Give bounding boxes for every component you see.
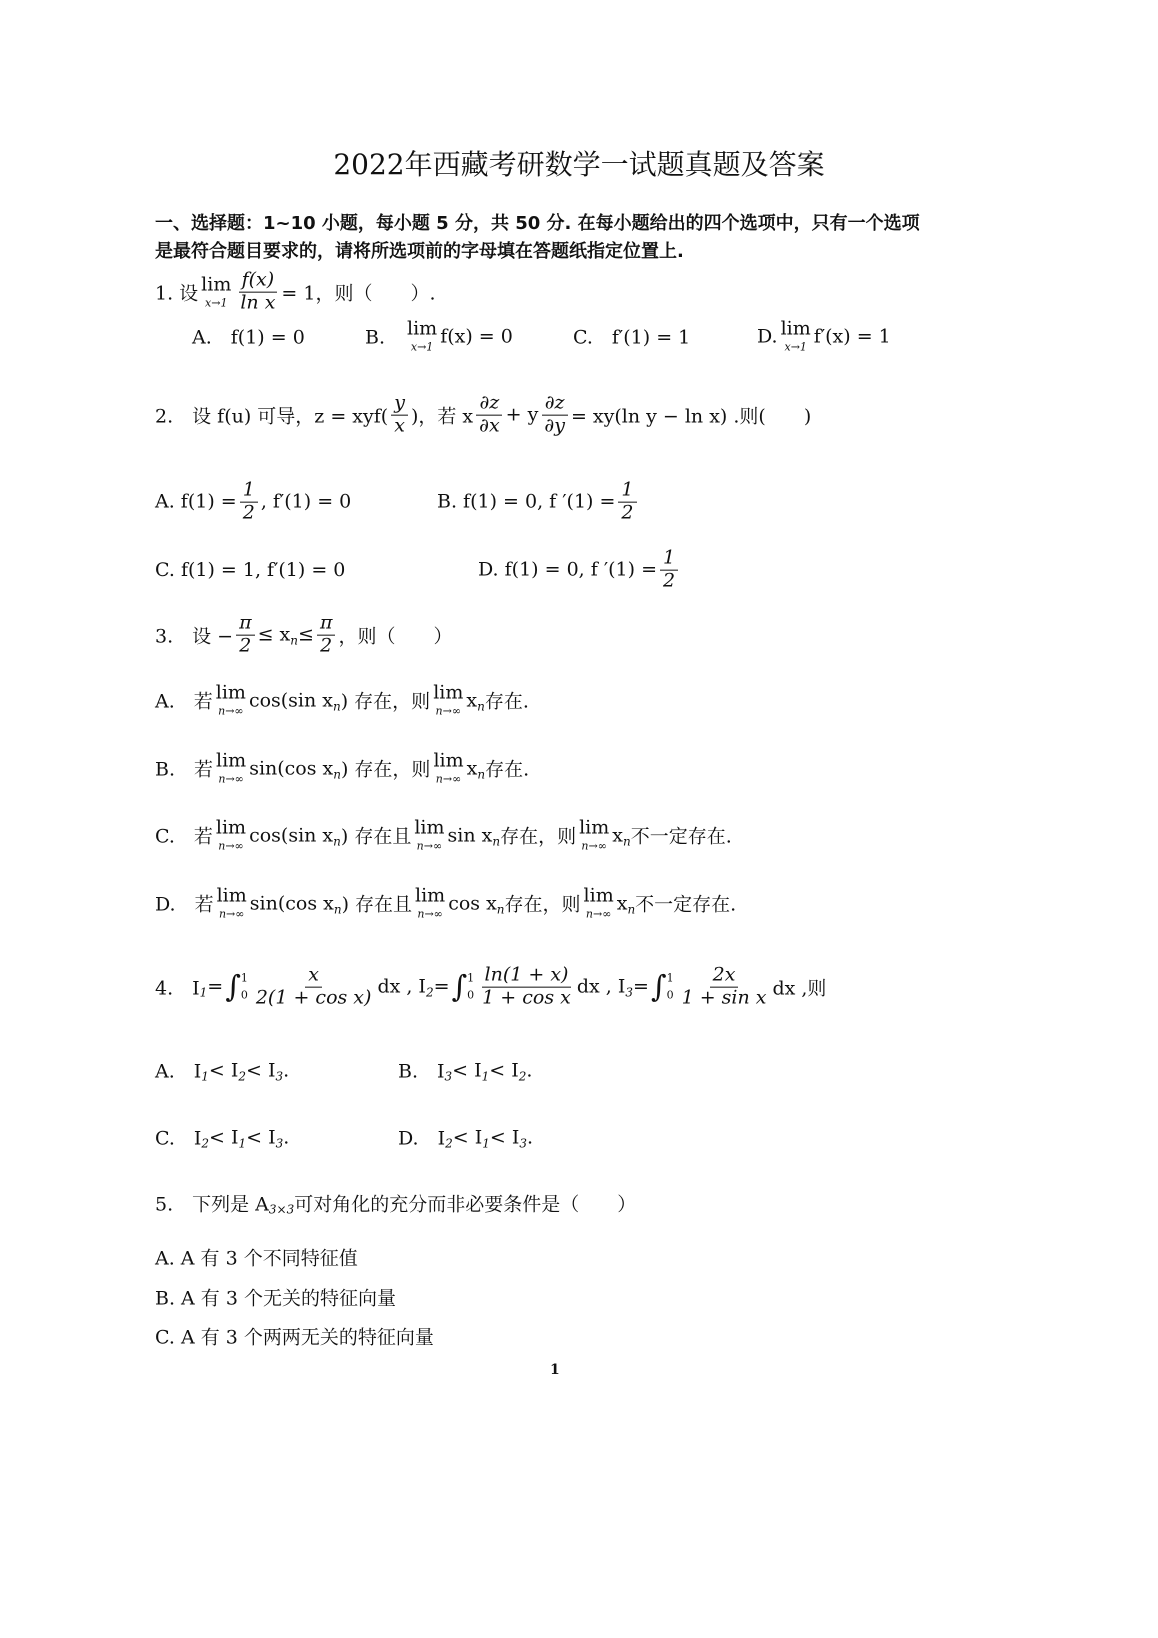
- fraction-denominator: 2: [320, 634, 333, 657]
- text-run: A. f(1) = 0: [192, 326, 305, 349]
- limit-label: lim: [415, 884, 446, 907]
- fraction: [237, 270, 278, 315]
- question-4-option-b: [398, 1057, 532, 1084]
- subscript: 3: [519, 1136, 527, 1150]
- limit-label: lim: [215, 816, 247, 839]
- fraction-denominator: 2: [242, 501, 255, 524]
- text-run: < I: [208, 1059, 239, 1081]
- integral-sign: [651, 969, 674, 1004]
- fraction: [476, 393, 503, 438]
- text-run: =: [433, 976, 450, 998]
- text-run: cos(sin x: [248, 689, 333, 711]
- question-3-option-c: [155, 816, 732, 853]
- limit-subscript: x→1: [205, 296, 228, 310]
- fraction: [660, 548, 678, 593]
- text-run: sin(cos x: [249, 757, 334, 779]
- text-run: C. f′(1) = 1: [573, 326, 691, 349]
- limit-operator: [216, 884, 247, 921]
- text-run: A. 若: [155, 690, 213, 713]
- limit-label: lim: [414, 816, 445, 839]
- integral-sign: [225, 969, 248, 1004]
- limit-subscript: n→∞: [581, 839, 607, 853]
- subscript: n: [333, 902, 342, 916]
- integral-lower-limit: 0: [240, 989, 248, 1002]
- fraction-denominator: ∂x: [479, 414, 500, 437]
- text-run: < I: [209, 1126, 239, 1148]
- subscript: 1: [199, 986, 208, 1000]
- limit-label: lim: [216, 884, 247, 907]
- subscript: 3: [625, 986, 633, 1000]
- question-2-option-d: [478, 548, 681, 593]
- text-run: < I: [246, 1059, 276, 1081]
- integral-symbol: ∫: [225, 969, 241, 1005]
- question-1-option-c: [573, 323, 690, 350]
- integral-limits: [241, 969, 248, 1004]
- subscript: n: [290, 634, 299, 648]
- text-run: < I: [489, 1126, 520, 1148]
- text-run: )，若 x: [410, 405, 474, 428]
- text-run: dx , I: [377, 976, 426, 998]
- question-1-option-b: [365, 317, 513, 354]
- text-run: .: [526, 1126, 534, 1148]
- fraction-numerator: π: [236, 613, 255, 636]
- fraction-denominator: ln x: [240, 291, 276, 314]
- text-run: < I: [246, 1126, 276, 1148]
- document-title: 2022年西藏考研数学一试题真题及答案: [333, 148, 825, 181]
- text-run: D. f(1) = 0, f ′(1) =: [478, 559, 658, 581]
- text-run: cos x: [448, 892, 497, 914]
- text-run: < I: [452, 1126, 483, 1148]
- fraction-numerator: 1: [618, 480, 636, 503]
- text-run: 1. 设: [155, 282, 199, 305]
- text-run: C. f(1) = 1, f′(1) = 0: [155, 559, 346, 581]
- limit-subscript: n→∞: [416, 839, 443, 853]
- text-run: < I: [489, 1059, 519, 1081]
- text-run: B.: [365, 326, 405, 349]
- question-3-stem: [155, 613, 452, 658]
- text-run: 存在.: [485, 758, 530, 781]
- fraction-denominator: 2: [663, 569, 676, 592]
- limit-operator: [215, 681, 246, 718]
- question-4-option-c: [155, 1124, 289, 1151]
- subscript: 2: [238, 1069, 247, 1083]
- fraction: [236, 613, 255, 658]
- text-run: C. A 有 3 个两两无关的特征向量: [155, 1326, 434, 1349]
- limit-subscript: n→∞: [218, 704, 244, 718]
- fraction-numerator: y: [391, 393, 408, 416]
- subscript: 3: [275, 1136, 284, 1150]
- limit-subscript: x→1: [784, 340, 807, 354]
- subscript: n: [477, 767, 486, 781]
- question-1-option-d: [757, 317, 891, 354]
- text-run: ，则（ ）: [338, 625, 453, 648]
- fraction-numerator: f(x): [239, 270, 278, 293]
- fraction-denominator: 1 + cos x: [482, 986, 571, 1009]
- limit-subscript: n→∞: [417, 907, 443, 921]
- fraction: [391, 393, 408, 438]
- limit-operator: [407, 317, 438, 354]
- subscript: 1: [482, 1136, 490, 1150]
- subscript: 1: [238, 1136, 247, 1150]
- question-4-option-d: [398, 1124, 533, 1151]
- fraction-denominator: 2: [239, 634, 252, 657]
- text-run: B. I: [398, 1060, 445, 1083]
- text-run: 3. 设 −: [155, 625, 234, 648]
- text-run: , f′(1) = 0: [260, 491, 352, 513]
- fraction: [618, 480, 636, 525]
- text-run: A. I: [155, 1060, 202, 1083]
- text-run: 存在，则: [504, 893, 581, 916]
- question-4-option-a: [155, 1057, 289, 1084]
- text-run: B. f(1) = 0, f ′(1) =: [437, 491, 616, 513]
- question-3-option-b: [155, 749, 530, 786]
- text-run: A. f(1) =: [155, 491, 237, 513]
- subscript: n: [333, 834, 341, 848]
- text-run: =: [633, 976, 649, 998]
- text-run: < I: [452, 1059, 482, 1081]
- question-2-option-c: [155, 559, 345, 581]
- text-run: dx , I: [576, 976, 626, 998]
- limit-operator: [216, 749, 247, 786]
- question-3-option-a: [155, 681, 529, 718]
- text-run: ) 存在且: [340, 825, 412, 848]
- text-run: ) 存在且: [341, 893, 413, 916]
- fraction-numerator: ∂z: [476, 393, 502, 416]
- text-run: .: [283, 1126, 290, 1148]
- text-run: 2. 设 f(u) 可导，z = xyf(: [155, 405, 389, 428]
- limit-label: lim: [407, 317, 438, 340]
- subscript: 1: [201, 1069, 209, 1083]
- limit-operator: [414, 816, 445, 853]
- subscript: n: [492, 834, 501, 848]
- fraction: [541, 393, 568, 438]
- integral-sign: [452, 969, 475, 1004]
- fraction-numerator: π: [317, 613, 336, 636]
- fraction-numerator: ∂z: [542, 393, 568, 416]
- text-run: A. A 有 3 个不同特征值: [155, 1247, 358, 1270]
- integral-upper-limit: 1: [467, 971, 475, 985]
- text-run: f′(x) = 1: [813, 325, 891, 347]
- question-1-stem: [155, 270, 436, 315]
- text-run: sin x: [447, 824, 493, 846]
- limit-operator: [215, 816, 247, 853]
- limit-label: lim: [216, 749, 247, 772]
- text-run: + y: [505, 404, 539, 426]
- integral-lower-limit: 0: [467, 989, 475, 1002]
- text-run: cos(sin x: [249, 824, 334, 846]
- text-run: ) 存在，则: [340, 690, 431, 713]
- fraction: [679, 965, 770, 1010]
- text-run: 不一定存在.: [630, 825, 732, 848]
- text-run: 存在.: [484, 690, 529, 713]
- limit-operator: [433, 749, 464, 786]
- question-2-option-a: [155, 480, 351, 525]
- fraction-denominator: ∂y: [544, 414, 565, 437]
- subscript: 2: [518, 1069, 527, 1083]
- subscript: n: [627, 902, 636, 916]
- question-4-stem: [155, 965, 826, 1010]
- limit-subscript: n→∞: [218, 772, 244, 786]
- limit-operator: [583, 884, 614, 921]
- text-run: x: [466, 757, 478, 779]
- limit-subscript: n→∞: [585, 907, 612, 921]
- subscript: 3: [275, 1069, 284, 1083]
- subscript: 3×3: [268, 1202, 295, 1216]
- integral-upper-limit: 1: [240, 971, 248, 985]
- subscript: n: [496, 902, 505, 916]
- limit-label: lim: [201, 273, 232, 296]
- subscript: 2: [445, 1136, 453, 1150]
- text-run: C. I: [155, 1127, 202, 1150]
- question-5-option-a: [155, 1244, 358, 1271]
- text-run: 可对角化的充分而非必要条件是（ ）: [294, 1193, 637, 1216]
- integral-limits: [467, 969, 474, 1004]
- subscript: n: [333, 699, 341, 713]
- text-run: .: [283, 1059, 290, 1081]
- text-run: sin(cos x: [249, 892, 334, 914]
- limit-operator: [201, 273, 232, 310]
- text-run: f(x) = 0: [440, 325, 513, 347]
- fraction: [240, 480, 258, 525]
- text-run: B. A 有 3 个无关的特征向量: [155, 1287, 396, 1310]
- text-run: ≤: [298, 624, 314, 646]
- text-run: D.: [757, 325, 778, 347]
- integral-symbol: ∫: [650, 969, 667, 1005]
- text-run: ) 存在，则: [340, 758, 431, 781]
- limit-subscript: n→∞: [218, 839, 244, 853]
- subscript: n: [333, 767, 341, 781]
- fraction: [317, 613, 336, 658]
- question-5-stem: [155, 1190, 636, 1217]
- fraction-numerator: 1: [240, 480, 258, 503]
- text-run: = xy(ln y − ln x) .则( ): [570, 405, 812, 428]
- integral-lower-limit: 0: [666, 989, 674, 1002]
- question-2-option-b: [437, 480, 640, 525]
- question-5-option-c: [155, 1323, 434, 1350]
- fraction-denominator: x: [394, 414, 405, 437]
- fraction-denominator: 1 + sin x: [681, 986, 767, 1009]
- text-run: 不一定存在.: [635, 893, 737, 916]
- fraction: [253, 965, 375, 1010]
- fraction-numerator: ln(1 + x): [482, 965, 572, 988]
- fraction-denominator: 2: [621, 501, 634, 524]
- subscript: 2: [425, 986, 434, 1000]
- limit-label: lim: [433, 749, 464, 772]
- text-run: .: [526, 1059, 533, 1081]
- section-instructions-line-2: 是最符合题目要求的，请将所选项前的字母填在答题纸指定位置上.: [155, 241, 684, 262]
- limit-label: lim: [579, 816, 610, 839]
- text-run: C. 若: [155, 825, 213, 848]
- text-run: x: [612, 824, 623, 846]
- limit-label: lim: [780, 317, 811, 340]
- text-run: 存在，则: [500, 825, 577, 848]
- question-2-stem: [155, 393, 811, 438]
- limit-operator: [415, 884, 446, 921]
- integral-limits: [667, 969, 674, 1004]
- subscript: n: [622, 834, 631, 848]
- text-run: ≤ x: [257, 624, 291, 646]
- limit-label: lim: [215, 681, 246, 704]
- subscript: n: [477, 699, 485, 713]
- page-number: 1: [550, 1362, 560, 1378]
- fraction-numerator: x: [305, 965, 322, 988]
- limit-subscript: n→∞: [435, 704, 461, 718]
- integral-symbol: ∫: [451, 969, 468, 1005]
- limit-label: lim: [583, 884, 614, 907]
- subscript: 1: [481, 1069, 490, 1083]
- text-run: = 1，则（ ）.: [281, 282, 436, 305]
- text-run: x: [466, 689, 478, 711]
- limit-subscript: n→∞: [435, 772, 462, 786]
- section-instructions-line-1: 一、选择题：1~10 小题，每小题 5 分，共 50 分. 在每小题给出的四个选项中，只有一个选项: [155, 213, 920, 234]
- text-run: x: [616, 892, 628, 914]
- question-1-option-a: [192, 323, 305, 350]
- fraction-denominator: 2(1 + cos x): [255, 986, 372, 1009]
- text-run: 4. I: [155, 977, 200, 1000]
- limit-operator: [579, 816, 610, 853]
- text-run: B. 若: [155, 758, 214, 781]
- fraction-numerator: 1: [660, 548, 678, 571]
- text-run: D. 若: [155, 893, 214, 916]
- limit-operator: [433, 681, 464, 718]
- question-3-option-d: [155, 884, 737, 921]
- text-run: D. I: [398, 1127, 446, 1150]
- subscript: 3: [444, 1069, 453, 1083]
- subscript: 2: [201, 1136, 210, 1150]
- integral-upper-limit: 1: [666, 971, 674, 985]
- limit-subscript: x→1: [410, 340, 434, 354]
- limit-operator: [780, 317, 811, 354]
- question-5-option-b: [155, 1284, 396, 1311]
- limit-label: lim: [433, 681, 464, 704]
- fraction-numerator: 2x: [710, 965, 739, 988]
- limit-subscript: n→∞: [218, 907, 245, 921]
- fraction: [479, 965, 574, 1010]
- text-run: =: [207, 976, 224, 998]
- text-run: 5. 下列是 A: [155, 1193, 269, 1216]
- text-run: dx ,则: [772, 977, 827, 1000]
